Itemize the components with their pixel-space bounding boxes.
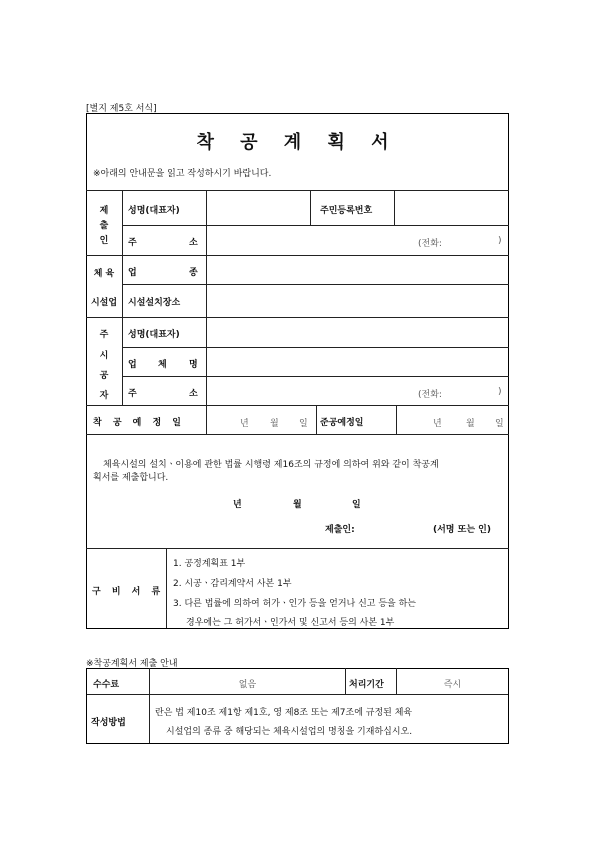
declaration-line-2: 획서를 제출합니다. [93,473,169,483]
business-label-2: 시설업 [90,298,118,308]
location-label: 시설설치장소 [128,298,181,308]
declaration-year: 년 [233,500,242,510]
method-label: 작성방법 [91,718,126,728]
document-item-3: 3. 다른 법률에 의하여 허가ㆍ인가 등을 얻거나 신고 등을 하는 [173,599,416,609]
business-type-field[interactable] [207,256,507,283]
contractor-address-field[interactable] [207,377,507,404]
declaration-line-1: 체육시설의 설치ㆍ이용에 관한 법률 시행령 제16조의 규정에 의하여 위와 같이 착공계 [103,460,439,470]
location-field[interactable] [207,285,507,316]
contractor-name-field[interactable] [207,318,507,346]
start-date-label: 착 공 예 정 일 [93,418,186,428]
applicant-phone-close: ) [498,236,502,246]
contractor-label-3: 공 [99,371,109,381]
period-value: 즉시 [443,680,462,690]
fee-label: 수수료 [93,680,120,690]
end-date-field[interactable] [397,406,507,433]
contractor-label-4: 자 [99,391,109,401]
applicant-label-1: 제 [99,206,109,216]
contractor-address-label-r: 소 [189,389,198,399]
business-type-label-l: 업 [128,268,137,278]
document-item-3-cont: 경우에는 그 허가서ㆍ인가서 및 신고서 등의 사본 1부 [186,618,395,628]
contractor-label-2: 시 [99,351,109,361]
contractor-phone-close: ) [498,387,502,397]
end-date-month: 월 [466,419,475,429]
applicant-id-field[interactable] [395,191,507,224]
applicant-address-label-l: 주 [128,238,137,248]
applicant-name-label: 성명(대표자) [128,206,180,216]
end-date-year: 년 [433,419,442,429]
start-date-day: 일 [299,419,308,429]
guide-title: ※착공계획서 제출 안내 [86,659,178,669]
declaration-day: 일 [352,500,361,510]
period-label: 처리기간 [349,680,384,690]
submitter-label: 제출인: [325,525,355,535]
contractor-company-label-r: 명 [189,360,198,370]
applicant-id-label: 주민등록번호 [320,206,373,216]
applicant-name-field[interactable] [207,191,309,224]
contractor-label-1: 주 [99,330,109,340]
applicant-address-label-r: 소 [189,238,198,248]
business-type-label-r: 종 [189,268,198,278]
fee-value: 없음 [238,680,257,690]
applicant-phone-label: (전화: [418,239,442,249]
contractor-company-label-l: 업 [128,360,137,370]
document-item-2: 2. 시공ㆍ감리계약서 사본 1부 [173,579,292,589]
business-label-1: 체 육 [93,269,115,279]
document-item-1: 1. 공정계획표 1부 [173,559,246,569]
contractor-company-label-m: 체 [158,360,167,370]
submitter-field[interactable] [362,516,428,534]
contractor-address-label-l: 주 [128,389,137,399]
start-date-year: 년 [240,419,249,429]
method-line-2: 시설업의 종류 중 해당되는 체육시설업의 명칭을 기재하십시오. [166,727,413,737]
contractor-name-label: 성명(대표자) [128,330,180,340]
form-number-tag: [별지 제5호 서식] [86,104,157,114]
method-line-1: 란은 법 제10조 제1항 제1호, 영 제8조 또는 제7조에 규정된 체육 [155,708,413,718]
end-date-label: 준공예정일 [320,418,364,428]
end-date-day: 일 [495,419,504,429]
start-date-month: 월 [270,419,279,429]
applicant-label-3: 인 [99,236,109,246]
instruction-text: ※아래의 안내문을 읽고 작성하시기 바랍니다. [93,169,272,179]
declaration-month: 월 [293,500,302,510]
documents-label: 구 비 서 류 [92,587,165,597]
signature-label: (서명 또는 인) [433,525,491,535]
contractor-phone-label: (전화: [418,390,442,400]
applicant-address-field[interactable] [207,226,507,254]
contractor-company-field[interactable] [207,348,507,375]
applicant-label-2: 출 [99,221,109,231]
page-title: 착 공 계 획 서 [196,132,399,153]
